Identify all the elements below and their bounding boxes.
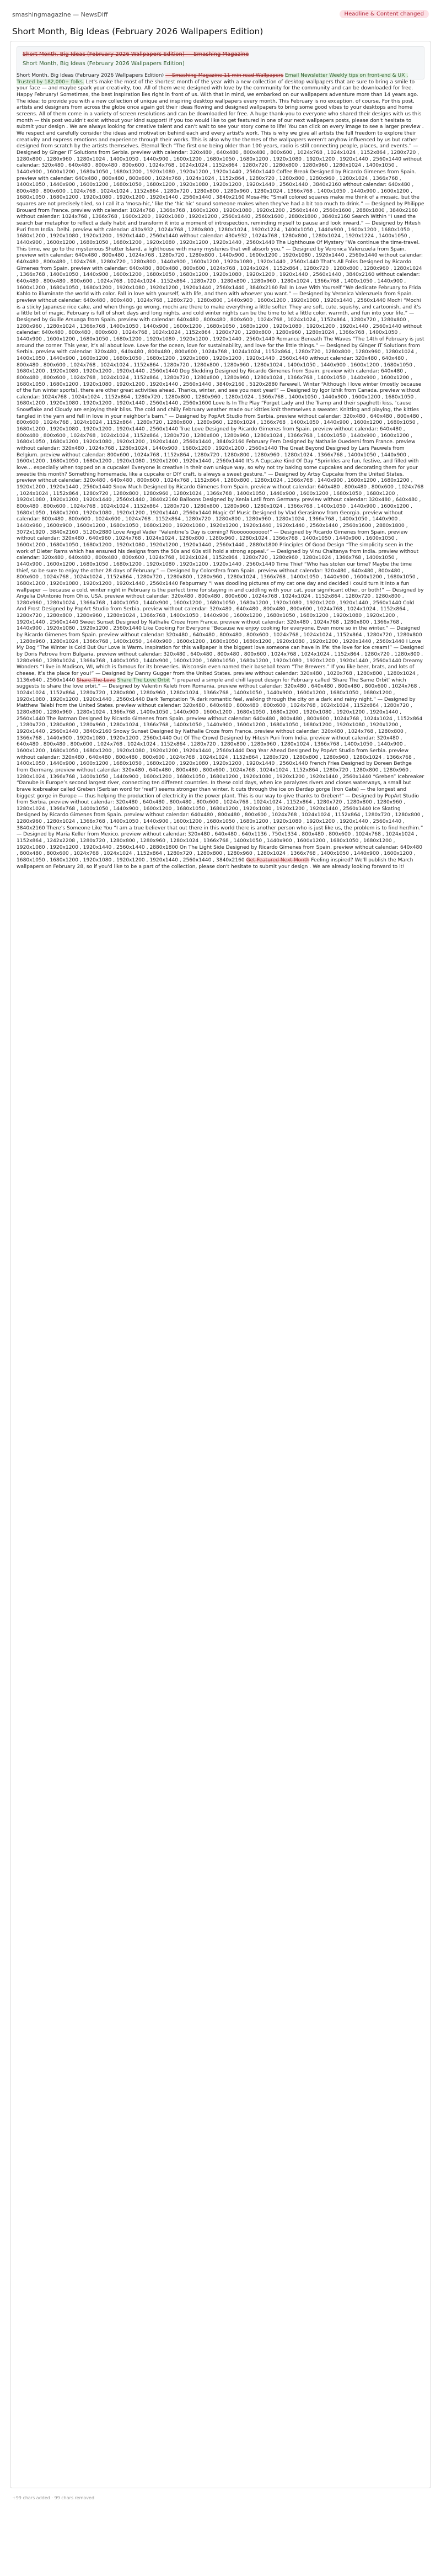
headline-new: Short Month, Big Ideas (February 2026 Wallpapers Edition): [23, 61, 185, 67]
page-title: Short Month, Big Ideas (February 2026 Wallpapers Edition): [12, 26, 263, 37]
diff-stats: +99 chars added · 99 chars removed: [12, 2495, 95, 2500]
removed-featured-heading: Get Featured Next Month: [246, 858, 310, 864]
removed-text: — Smashing Magazine 11 min read Wallpapers: [165, 73, 284, 78]
added-heading: Share The Love Orbit: [117, 677, 170, 683]
article-body-part1: Let's make the most of the shortest month of the year with a new collection of desktop wallpapers that are sure to bring a smile to your face — and maybe spark your creativity, too. All of them were designed with love by the community for the community and can be downloaded for free. Happy February! Sometimes, the best inspiration lies right in front of us. With that in mind, we embarked on our wallpapers adventure more than 14 years ago. The idea: to provide you with a new collection of unique and inspiring desktop wallpapers every month. This February is no exception, of course. For this post, artists and designers from across the globe once again got their ideas flowing and designed wallpapers to bring some good vibes to your desktops and home screens. All of them come in a variety of screen resolutions and can be downloaded for free. A huge thank-you to everyone who shared their designs with us this month — this post wouldn't exist without your kind support! If you too would like to get featured in one of our next wallpapers posts, please don't hesitate to submit your design . We are always looking for creative talent and can't wait to see your story come to life! You can click on every image to see a larger preview . We respect and carefully consider the ideas and motivation behind each and every artist's work. This is why we give all artists the full freedom to explore their creativity and express emotions and experience through their works. This is also why the themes of the wallpapers weren't anyhow influenced by us but rather designed from scratch by the artists themselves. Eternal Tech “The first one being older than 100 years, radio is still connecting people, places, and events.” — Designed by Ginger IT Solutions from Serbia. preview with calendar: 320x480 , 640x480 , 800x480 , 800x600 , 1024x768 , 1024x1024 , 1152x864 , 1280x720 , 1280x800 , 1280x960 , 1280x1024 , 1400x1050 , 1440x900 , 1600x1200 , 1680x1050 , 1680x1200 , 1920x1080 , 1920x1200 , 1920x1440 , 2560x1440 without calendar: 320x480 , 640x480 , 800x480 , 800x600 , 1024x768 , 1024x1024 , 1152x864 , 1280x720 , 1280x800 , 1280x960 , 1280x1024 , 1400x1050 , 1440x900 , 1600x1200 , 1680x1050 , 1680x1200 , 1920x1080 , 1920x1200 , 1920x1440 , 2560x1440 Coffee Break Designed by Ricardo Gimenes from Spain. preview with calendar: 640x480 , 800x480 , 800x600 , 1024x768 , 1024x1024 , 1152x864 , 1280x720 , 1280x800 , 1280x960 , 1280x1024 , 1366x768 , 1400x1050 , 1440x900 , 1600x1200 , 1680x1050 , 1680x1200 , 1920x1080 , 1920x1200 , 1920x1440 , 2560x1440 , 3840x2160 without calendar: 640x480 , 800x480 , 800x600 , 1024x768 , 1024x1024 , 1152x864 , 1280x720 , 1280x800 , 1280x960 , 1280x1024 , 1366x768 , 1400x1050 , 1440x900 , 1600x1200 , 1680x1050 , 1680x1200 , 1920x1080 , 1920x1200 , 1920x1440 , 2560x1440 , 3840x2160 Mosa-Hic “Small colored squares make me think of a mosaic, but the squares are not precisely tiled, so I call it a ‘mosa-hic,’ like the ‘hic hic’ sound someone makes when they've had a bit too much to drink.” — Designed by Philippe Brouard from France. preview with calendar: 1024x768 , 1366x768 , 1600x1200 , 1920x1080 , 1920x1200 , 2560x1440 , 2560x1600 , 2880x1800 , 3840x2160 without calendar: 1024x768 , 1366x768 , 1600x1200 , 1920x1080 , 1920x1200 , 2560x1440 , 2560x1600 , 2880x1800 , 3840x2160 Search Within “I used the search bar metaphor to reflect a daily habit and transform it into a moment of introspection, reminding myself to pause and look inward.” — Designed by Hitesh Puri from India. Delhi. preview with calendar: 430x932 , 1024x768 , 1280x800 , 1280x1024 , 1920x1224 , 1400x1050 , 1440x900 , 1600x1200 , 1680x1050 , 1680x1200 , 1920x1080 , 1920x1200 , 1920x1440 , 2560x1440 without calendar: 430x932 , 1024x768 , 1280x800 , 1280x1024 , 1920x1224 , 1400x1050 , 1440x900 , 1600x1200 , 1680x1050 , 1680x1200 , 1920x1080 , 1920x1200 , 1920x1440 , 2560x1440 The Lighthouse Of Mystery “We continue the time-travel. This time, we go to the mysterious Shutter Island, a lighthouse with many mysteries that will absorb you.” — Designed by Veronica Valenzuela from Spain. preview with calendar: 640x480 , 800x480 , 1024x768 , 1280x720 , 1280x800 , 1440x900 , 1600x1200 , 1920x1080 , 1920x1440 , 2560x1440 without calendar: 640x480 , 800x480 , 1024x768 , 1280x720 , 1280x800 , 1440x900 , 1600x1200 , 1920x1080 , 1920x1440 , 2560x1440 That's All Folks Designed by Ricardo Gimenes from Spain. preview with calendar: 640x480 , 800x480 , 800x600 , 1024x768 , 1024x1024 , 1152x864 , 1280x720 , 1280x800 , 1280x960 , 1280x1024 , 1366x768 , 1400x1050 , 1440x900 , 1600x1200 , 1680x1050 , 1680x1200 , 1920x1080 , 1920x1200 , 1920x1440 , 2560x1440 , 3840x2160 without calendar: 640x480 , 800x480 , 800x600 , 1024x768 , 1024x1024 , 1152x864 , 1280x720 , 1280x800 , 1280x960 , 1280x1024 , 1366x768 , 1400x1050 , 1440x900 , 1600x1200 , 1680x1050 , 1680x1200 , 1920x1080 , 1920x1200 , 1920x1440 , 2560x1440 , 3840x2160 Fall In Love With Yourself “We dedicate February to Frida Kahlo to illuminate the world with color. Fall in love with yourself, with life, and then with whoever you want.” — Designed by Veronica Valenzuela from Spain. preview without calendar: 640x480 , 800x480 , 1024x768 , 1280x720 , 1280x800 , 1440x900 , 1600x1200 , 1920x1080 , 1920x1440 , 2560x1440 Mochi “Mochi is a sticky Japanese rice cake, and when things go wrong, mochi are there to make everything a little softer. They are soft, cute, squishy, and cartoonish, and it's a little bit of magic. February is full of short days and long nights, and cold winter nights can be the time to let a little color, warmth, and fun into your life.” — Designed by Guille Arsuaga from Spain. preview with calendar: 640x480 , 800x480 , 800x600 , 1024x768 , 1024x1024 , 1152x864 , 1280x720 , 1280x800 , 1280x960 , 1280x1024 , 1366x768 , 1400x1050 , 1440x900 , 1600x1200 , 1680x1050 , 1680x1200 , 1920x1080 , 1920x1200 , 1920x1440 , 2560x1440 without calendar: 640x480 , 800x480 , 800x600 , 1024x768 , 1024x1024 , 1152x864 , 1280x720 , 1280x800 , 1280x960 , 1280x1024 , 1366x768 , 1400x1050 , 1440x900 , 1600x1200 , 1680x1050 , 1680x1200 , 1920x1080 , 1920x1200 , 1920x1440 , 2560x1440 Romance Beneath The Waves “The 14th of February is just around the corner. This year, it’s all about love. Love for the ocean, love for sustainability, and love for the little things.” — Designed by Ginger IT Solutions from Serbia. preview with calendar: 320x480 , 640x480 , 800x480 , 800x600 , 1024x768 , 1024x1024 , 1152x864 , 1280x720 , 1280x800 , 1280x960 , 1280x1024 , 1400x1050 , 1440x900 , 1600x1200 , 1680x1050 , 1680x1200 , 1920x1080 , 1920x1200 , 1920x1440 , 2560x1440 without calendar: 320x480 , 640x480 , 800x480 , 800x600 , 1024x768 , 1024x1024 , 1152x864 , 1280x720 , 1280x800 , 1280x960 , 1280x1024 , 1400x1050 , 1440x900 , 1600x1200 , 1680x1050 , 1680x1200 , 1920x1080 , 1920x1200 , 1920x1440 , 2560x1440 Dog Sledding Designed by Ricardo Gimenes from Spain. preview with calendar: 640x480 , 800x480 , 800x600 , 1024x768 , 1024x1024 , 1152x864 , 1280x720 , 1280x800 , 1280x960 , 1280x1024 , 1366x768 , 1400x1050 , 1440x900 , 1600x1200 , 1680x1050 , 1680x1200 , 1920x1080 , 1920x1200 , 1920x1440 , 2560x1440 , 3840x2160 , 5120x2880 Farewell, Winter “Although I love winter (mostly because of the fun winter sports), there are other great activities ahead. Thanks, winter, and see you next year!” — Designed by Igor Izhik from Canada. preview without calendar: 1024x768 , 1024x1024 , 1152x864 , 1280x720 , 1280x800 , 1280x960 , 1280x1024 , 1366x768 , 1400x1050 , 1440x900 , 1600x1200 , 1680x1050 , 1680x1200 , 1920x1080 , 1920x1200 , 1920x1440 , 2560x1440 , 2560x1600 Love Is In The Play “Forget Lady and the Tramp and their spaghetti kiss, ’cause Snowflake and Cloudy are enjoying their bliss. The cold and chilly February weather made our kitties knit themselves a sweater. Knitting and playing, the kitties tangled in the yarn and fell in love in your neighbor’s barn.” — Designed by PopArt Studio from Serbia. preview without calendar: 320x480 , 640x480 , 800x480 , 800x600 , 1024x768 , 1024x1024 , 1152x864 , 1280x720 , 1280x800 , 1280x960 , 1280x1024 , 1366x768 , 1400x1050 , 1440x900 , 1600x1200 , 1680x1050 , 1680x1200 , 1920x1080 , 1920x1200 , 1920x1440 , 2560x1440 True Love Designed by Ricardo Gimenes from Spain. preview without calendar: 640x480 , 800x480 , 800x600 , 1024x768 , 1024x1024 , 1152x864 , 1280x720 , 1280x800 , 1280x960 , 1280x1024 , 1366x768 , 1400x1050 , 1440x900 , 1600x1200 , 1680x1050 , 1680x1200 , 1920x1080 , 1920x1200 , 1920x1440 , 2560x1440 , 3840x2160 February Fern Designed by Nathalie Ouederni from France. preview without calendar: 320x480 , 1024x768 , 1280x1024 , 1440x900 , 1680x1200 , 1920x1200 , 2560x1440 The Great Beyond Designed by Lars Pauwels from Belgium. preview without calendar: 800x600 , 1024x768 , 1152x864 , 1280x720 , 1280x800 , 1280x960 , 1280x1024 , 1366x768 , 1400x1050 , 1440x900 , 1600x1200 , 1680x1050 , 1680x1200 , 1920x1080 , 1920x1200 , 1920x1440 , 2560x1440 It’s A Cupcake Kind Of Day “Sprinkles are fun, festive, and filled with love… especially when topped on a cupcake! Everyone is creative in their own unique way, so why not try baking some cupcakes and decorating them for your sweetie this month? Something homemade, like a cupcake or DIY craft, is always a sweet gesture.” — Designed by Artsy Cupcake from the United States. preview without calendar: 320x480 , 640x480 , 800x600 , 1024x768 , 1152x864 , 1280x800 , 1280x1024 , 1366x768 , 1440x900 , 1600x1200 , 1680x1200 , 1920x1200 , 1920x1440 , 2560x1440 Snow Much Designed by Ricardo Gimenes from Spain. preview without calendar: 640x480 , 800x480 , 800x600 , 1024x768 , 1024x1024 , 1152x864 , 1280x720 , 1280x800 , 1280x960 , 1280x1024 , 1366x768 , 1400x1050 , 1440x900 , 1600x1200 , 1680x1050 , 1680x1200 , 1920x1080 , 1920x1200 , 1920x1440 , 2560x1440 , 3840x2160 Balloons Designed by Xenia Latii from Germany. preview without calendar: 320x480 , 640x480 , 800x480 , 800x600 , 1024x768 , 1024x1024 , 1152x864 , 1280x720 , 1280x800 , 1280x960 , 1280x1024 , 1366x768 , 1400x1050 , 1440x900 , 1600x1200 , 1680x1050 , 1680x1200 , 1920x1080 , 1920x1200 , 1920x1440 , 2560x1440 Magic Of Music Designed by Vlad Gerasimov from Georgia. preview without calendar: 800x480 , 800x600 , 1024x600 , 1024x768 , 1152x864 , 1280x720 , 1280x800 , 1280x960 , 1280x1024 , 1366x768 , 1400x1050 , 1440x900 , 1440x960 , 1600x900 , 1600x1200 , 1680x1050 , 1680x1200 , 1920x1080 , 1920x1200 , 1920x1440 , 1920x1440 , 2560x1440 , 2560x1600 , 2880x1800 , 3072x1920 , 3840x2160 , 5120x2880 Love Angel Vader “Valentine’s Day is coming? Nooooooooooo!” — Designed by Ricardo Gimenes from Spain. preview without calendar: 320x480 , 640x960 , 1024x768 , 1024x1024 , 1280x800 , 1280x960 , 1280x1024 , 1366x768 , 1400x1050 , 1440x900 , 1600x1050 , 1600x1200 , 1680x1050 , 1680x1200 , 1920x1080 , 1920x1200 , 1920x1440 , 2560x1440 , 2880x1800 Principles Of Good Design “The simplicity seen in the work of Dieter Rams which has ensured his designs from the 50s and 60s still hold a strong appeal.” — Designed by Vinu Chaitanya from India. preview without calendar: 320x480 , 640x480 , 800x480 , 800x600 , 1024x768 , 1024x1024 , 1152x864 , 1280x720 , 1280x960 , 1280x1024 , 1366x768 , 1400x1050 , 1440x900 , 1600x1200 , 1680x1050 , 1680x1200 , 1920x1080 , 1920x1200 , 1920x1440 , 2560x1440 Time Thief “Who has stolen our time? Maybe the time thief, so be sure to enjoy the other 28 days of February.” — Designed by Colorsfera from Spain. preview without calendar: 320x480 , 640x480 , 800x480 , 800x600 , 1024x768 , 1024x1024 , 1152x864 , 1280x720 , 1280x800 , 1280x960 , 1280x1024 , 1366x768 , 1400x1050 , 1440x900 , 1600x1200 , 1680x1050 , 1680x1200 , 1920x1080 , 1920x1200 , 1920x1440 , 2560x1440 Febpurrary “I was doodling pictures of my cat one day and decided I could turn it into a fun wallpaper — because a cold, winter night in February is the perfect time for staying in and cuddling with your cat, your significant other, or both!” — Designed by Angelia DiAntonio from Ohio, USA. preview without calendar: 320x480 , 800x480 , 800x600 , 1024x768 , 1024x1024 , 1152x864 , 1280x720 , 1280x800 , 1280x960 , 1280x1024 , 1366x768 , 1400x1050 , 1440x900 , 1600x1200 , 1680x1050 , 1680x1200 , 1920x1080 , 1920x1200 , 1920x1440 , 2560x1440 Cold And Frost Designed by PopArt Studio from Serbia. preview without calendar: 320x480 , 640x480 , 800x480 , 800x600 , 1024x768 , 1024x1024 , 1152x864 , 1280x720 , 1280x800 , 1280x960 , 1280x1024 , 1366x768 , 1400x1050 , 1440x900 , 1600x1200 , 1680x1050 , 1680x1200 , 1920x1080 , 1920x1200 , 1920x1440 , 2560x1440 Sweet Sunset Designed by Nathalie Croze from France. preview without calendar: 320x480 , 1024x768 , 1280x800 , 1366x768 , 1440x900 , 1920x1080 , 1920x1200 , 2560x1440 Like Cooking For Everyone “Because we enjoy cooking for everyone. Even more so in the winter.” — Designed by Ricardo Gimenes from Spain. preview without calendar: 320x480 , 640x480 , 800x480 , 800x600 , 1024x768 , 1024x1024 , 1152x864 , 1280x720 , 1280x800 , 1280x960 , 1280x1024 , 1366x768 , 1400x1050 , 1440x900 , 1600x1200 , 1680x1050 , 1680x1200 , 1920x1080 , 1920x1200 , 1920x1440 , 2560x1440 I Love My Dog “The Winter Is Cold But Our Love Is Warm. Inspiration for this wallpaper is the biggest love someone can have in life: the love for ice cream!” — Designed by Doris Petrova from Bulgaria. preview without calendar: 320x480 , 640x480 , 800x480 , 800x600 , 1024x768 , 1024x1024 , 1152x864 , 1280x720 , 1280x800 , 1280x960 , 1280x1024 , 1366x768 , 1400x1050 , 1440x900 , 1600x1200 , 1680x1050 , 1680x1200 , 1920x1080 , 1920x1200 , 1920x1440 , 2560x1440 Dreamy Wonders “I live in Madison, WI, which is famous for its breweries. Wisconsin even named their baseball team “The Brewers.” If you like beer, brats, and lots of cheese, it’s the place for you!” — Designed by Danny Gugger from the United States. preview without calendar: 320x480 , 1020x768 , 1280x800 , 1280x1024 , 1136x640 , 2560x1440: [17, 79, 424, 683]
article-body-part2: “I prepared a simple and chill layout design for February called ‘Share The Same Orbit’ which suggests to share the love orbit.” — Designed by Valentin Keleti from Romania. preview without calendar: 320x480 , 640x480 , 800x480 , 800x600 , 1024x768 , 1024x1024 , 1152x864 , 1280x720 , 1280x800 , 1280x960 , 1280x1024 , 1366x768 , 1400x1050 , 1440x900 , 1600x1200 , 1680x1050 , 1680x1200 , 1920x1080 , 1920x1200 , 1920x1440 , 2560x1440 Dark Temptation “A dark romantic feel, walking through the city on a dark and rainy night.” — Designed by Matthew Talebi from the United States. preview without calendar: 320x480 , 640x480 , 800x480 , 800x600 , 1024x768 , 1024x1024 , 1152x864 , 1280x720 , 1280x800 , 1280x960 , 1280x1024 , 1366x768 , 1400x1050 , 1440x900 , 1600x1200 , 1680x1050 , 1680x1200 , 1920x1080 , 1920x1200 , 1920x1440 , 2560x1440 The Batman Designed by Ricardo Gimenes from Spain. preview without calendar: 640x480 , 800x480 , 800x600 , 1024x768 , 1024x1024 , 1152x864 , 1280x720 , 1280x800 , 1280x960 , 1280x1024 , 1366x768 , 1400x1050 , 1440x900 , 1600x1200 , 1680x1050 , 1680x1200 , 1920x1080 , 1920x1200 , 1920x1440 , 2560x1440 , 3840x2160 Snowy Sunset Designed by Nathalie Croze from France. preview without calendar: 320x480 , 1024x768 , 1280x800 , 1366x768 , 1440x900 , 1920x1080 , 1920x1200 , 2560x1440 Out Of The Crowd Designed by Hitesh Puri from India. preview without calendar: 320x480 , 640x480 , 800x480 , 800x600 , 1024x768 , 1024x1024 , 1152x864 , 1280x720 , 1280x800 , 1280x960 , 1280x1024 , 1366x768 , 1400x1050 , 1440x900 , 1600x1200 , 1680x1050 , 1680x1200 , 1920x1080 , 1920x1200 , 1920x1440 , 2560x1440 Dog Year Ahead Designed by PopArt Studio from Serbia. preview without calendar: 320x480 , 640x480 , 800x480 , 800x600 , 1024x768 , 1024x1024 , 1152x864 , 1280x720 , 1280x800 , 1280x960 , 1280x1024 , 1366x768 , 1400x1050 , 1440x900 , 1600x1200 , 1680x1050 , 1680x1200 , 1920x1080 , 1920x1200 , 1920x1440 , 2560x1440 French Fries Designed by Doreen Bethge from Germany. preview without calendar: 320x480 , 640x480 , 800x480 , 800x600 , 1024x768 , 1024x1024 , 1152x864 , 1280x720 , 1280x800 , 1280x960 , 1280x1024 , 1366x768 , 1400x1050 , 1440x900 , 1600x1200 , 1680x1050 , 1680x1200 , 1920x1080 , 1920x1200 , 1920x1440 , 2560x1440 “Greben” Icebreaker “Danube is Europe’s second largest river, connecting ten different countries. In these cold days, when ice paralyzes rivers and closes waterways, a small but brave icebreaker called Greben (Serbian word for ‘reef’) seems stronger than winter. It cuts through the ice on Đerdap gorge (Iron Gate) — the longest and biggest gorge in Europe — thus helping the production of electricity in the power plant. This is our way to give thanks to Greben!” — Designed by PopArt Studio from Serbia. preview without calendar: 320x480 , 640x480 , 800x480 , 800x600 , 1024x768 , 1024x1024 , 1152x864 , 1280x720 , 1280x800 , 1280x960 , 1280x1024 , 1366x768 , 1400x1050 , 1440x900 , 1600x1200 , 1680x1050 , 1680x1200 , 1920x1080 , 1920x1200 , 1920x1440 , 2560x1440 Ice Skating Designed by Ricardo Gimenes from Spain. preview without calendar: 640x480 , 800x480 , 800x600 , 1024x768 , 1024x1024 , 1152x864 , 1280x720 , 1280x800 , 1280x960 , 1280x1024 , 1366x768 , 1400x1050 , 1440x900 , 1600x1200 , 1680x1050 , 1680x1200 , 1920x1080 , 1920x1200 , 1920x1440 , 2560x1440 , 3840x2160 There’s Someone Like You “I am a true believer that out there in this world there is another person who is just like us, the problem is to find her/him.” — Designed by Maria Keller from Mexico. preview without calendar: 320x480 , 640x480 , 640x1136 , 750x1334 , 800x480 , 800x600 , 1024x768 , 1024x1024 , 1152x864 , 1242x2208 , 1280x720 , 1280x800 , 1280x960 , 1280x1024 , 1366x768 , 1400x1050 , 1440x900 , 1600x1200 , 1680x1050 , 1680x1200 , 1920x1080 , 1920x1200 , 1920x1440 , 2560x1440 , 2880x1800 On The Light Side Designed by Ricardo Gimenes from Spain. preview without calendar: 640x480 , 800x480 , 800x600 , 1024x768 , 1024x1024 , 1152x864 , 1280x720 , 1280x800 , 1280x960 , 1280x1024 , 1366x768 , 1400x1050 , 1440x900 , 1600x1200 , 1680x1050 , 1680x1200 , 1920x1080 , 1920x1200 , 1920x1440 , 2560x1440 , 3840x2160: [17, 677, 424, 864]
article-body-part3: Feeling inspired? We'll publish the March wallpapers on February 28, so if you'd like to be a part of the collection, please don't hesitate to submit your design . We are already looking forward to it!: [17, 858, 413, 870]
top-bar: [0, 0, 441, 24]
headline-old: Short Month, Big Ideas (February 2026 Wallpapers Edition) — Smashing Magazine: [23, 51, 249, 57]
added-text: Email Newsletter Weekly tips on front-end & UX . Trusted by 182,000+ folks.: [17, 73, 408, 85]
change-badge: Headline & Content changed: [340, 10, 429, 18]
article-diff-body: [17, 73, 424, 870]
removed-heading: Share The Love: [77, 677, 116, 683]
site-name[interactable]: smashingmagazine — NewsDiff: [12, 11, 108, 18]
article-title: Short Month, Big Ideas (February 2026 Wallpapers Edition): [17, 73, 164, 78]
